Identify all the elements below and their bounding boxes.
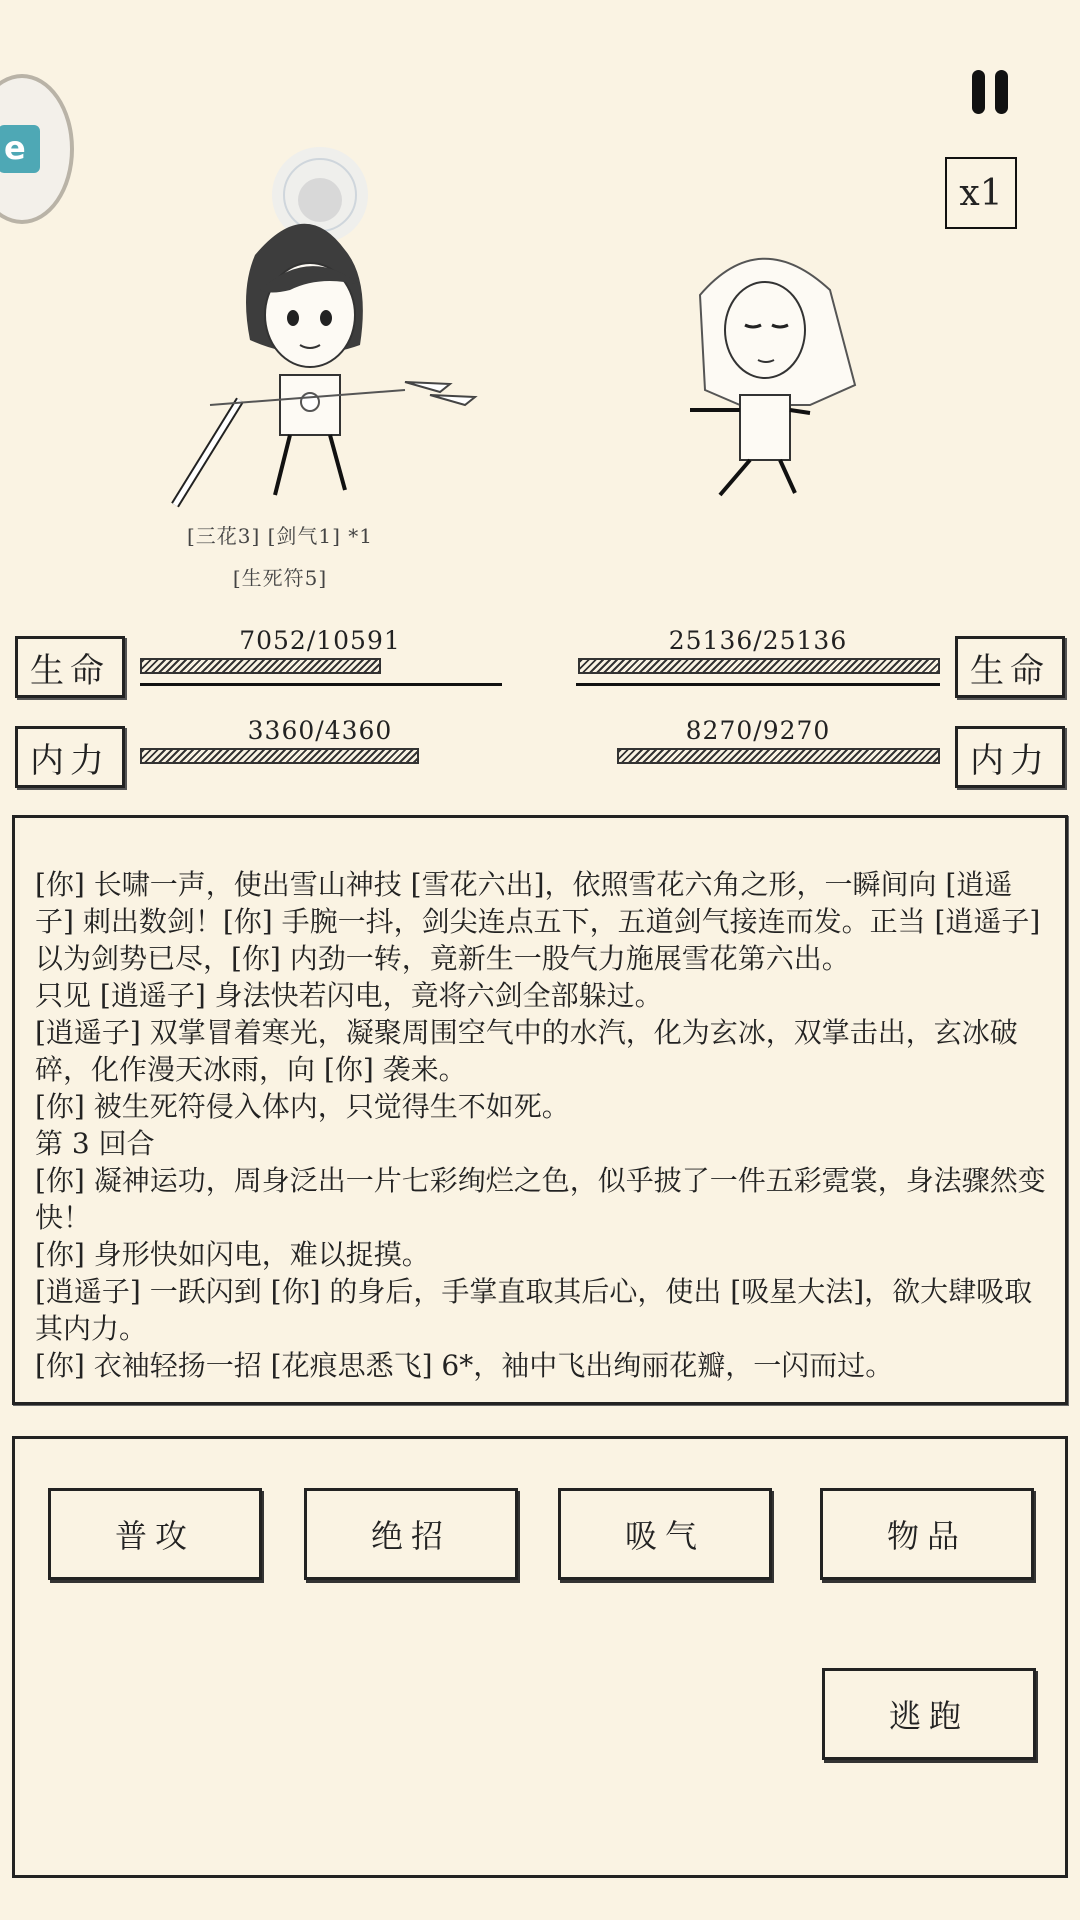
enemy-hp-bar — [578, 658, 940, 674]
speed-toggle-button[interactable]: x1 — [945, 157, 1017, 229]
player-hp-value: 7052/10591 — [239, 626, 401, 655]
flee-button[interactable]: 逃跑 — [822, 1668, 1036, 1760]
player-character — [150, 140, 500, 510]
battle-log-line: 第 3 回合 — [35, 1127, 155, 1160]
enemy-mp-label: 内力 — [955, 726, 1065, 788]
battle-log-line: [逍遥子] 双掌冒着寒光，凝聚周围空气中的水汽，化为玄冰，双掌击出，玄冰破碎，化作漫天冰雨，向 [你] 袭来。 — [35, 1016, 1018, 1086]
player-hp-label: 生命 — [15, 636, 125, 698]
player-hp-bar — [140, 658, 381, 674]
enemy-hp-label: 生命 — [955, 636, 1065, 698]
battle-log-line: [你] 被生死符侵入体内，只觉得生不如死。 — [35, 1090, 570, 1123]
battle-log-line: [你] 凝神运功，周身泛出一片七彩绚烂之色，似乎披了一件五彩霓裳，身法骤然变快！ — [35, 1164, 1046, 1234]
battle-log-line: [逍遥子] 一跃闪到 [你] 的身后，手掌直取其后心，使出 [吸星大法]，欲大肆吸取其内力。 — [35, 1275, 1033, 1345]
side-app-badge[interactable] — [0, 74, 74, 224]
player-buffs-line1: [三花3] [剑气1] *1 — [186, 524, 374, 548]
player-hp-track — [140, 683, 502, 686]
items-button[interactable]: 物品 — [820, 1488, 1034, 1580]
battle-log[interactable] — [12, 815, 1068, 1405]
enemy-mp-bar — [617, 748, 940, 764]
attack-button[interactable]: 普攻 — [48, 1488, 262, 1580]
battle-log-line: [你] 衣袖轻扬一招 [花痕思悉飞] 6*，袖中飞出绚丽花瓣，一闪而过。 — [35, 1349, 894, 1382]
battle-log-line: 只见 [逍遥子] 身法快若闪电，竟将六剑全部躲过。 — [35, 979, 663, 1012]
absorb-qi-button[interactable]: 吸气 — [558, 1488, 772, 1580]
enemy-character — [680, 245, 880, 500]
player-mp-value: 3360/4360 — [247, 716, 393, 745]
battle-log-lines — [35, 866, 1047, 1384]
enemy-mp-value: 8270/9270 — [685, 716, 831, 745]
battle-log-line: [你] 长啸一声，使出雪山神技 [雪花六出]，依照雪花六角之形，一瞬间向 [逍遥子] 刺出数剑！[你] 手腕一抖，剑尖连点五下，五道剑气接连而发。正当 [逍遥子] 以为剑势已尽，[你] 内劲一转，竟新生一股气力施展雪花第六出。 — [35, 868, 1041, 975]
player-mp-bar — [140, 748, 419, 764]
pause-icon[interactable] — [968, 70, 1014, 114]
battle-log-line: [你] 身形快如闪电，难以捉摸。 — [35, 1238, 430, 1271]
special-skill-button[interactable]: 绝招 — [304, 1488, 518, 1580]
badge-icon: e — [0, 125, 40, 173]
player-buffs-line2: [生死符5] — [232, 566, 328, 590]
player-mp-label: 内力 — [15, 726, 125, 788]
enemy-hp-value: 25136/25136 — [668, 626, 848, 655]
enemy-hp-track — [576, 683, 940, 686]
